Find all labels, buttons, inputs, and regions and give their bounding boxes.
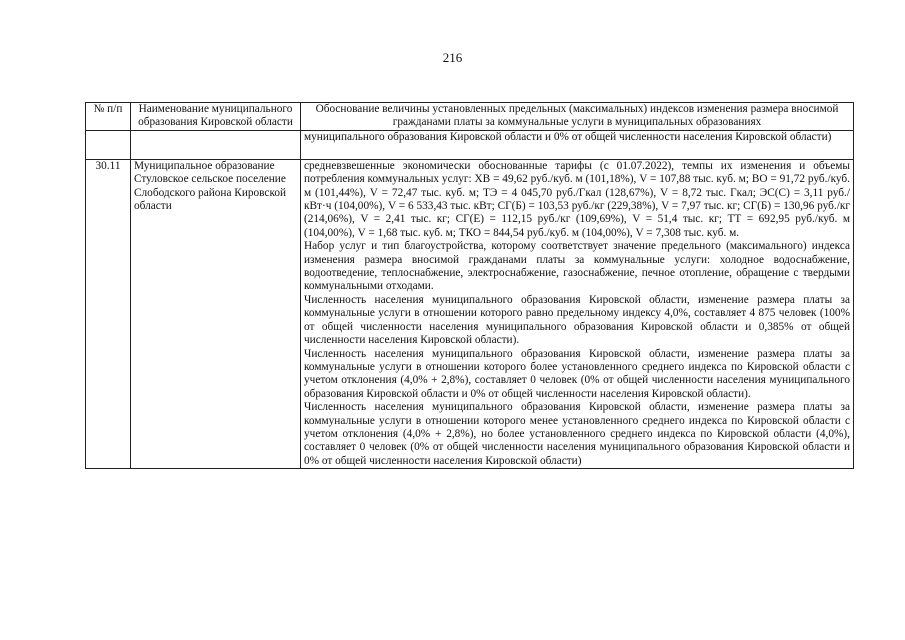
continuation-name-cell <box>131 130 301 159</box>
population-above-paragraph: Численность населения муниципального образования Кировской области, изменение размера платы за коммунальные услуги в отношении которого более установленного среднего индекса по Кировской области с учетом отклонения (4,0% + 2,8%), составляет 0 человек (0% от общей численности населения муниципального образования Кировской области и 0% от общей численности населения Кировской области). <box>304 347 850 400</box>
table-header-row <box>86 103 854 131</box>
continuation-text-cell <box>301 130 854 159</box>
row-justification-cell <box>301 159 854 468</box>
table-row <box>86 159 854 468</box>
continuation-num-cell <box>86 130 131 159</box>
continuation-text: муниципального образования Кировской области и 0% от общей численности населения Кировской области) <box>304 130 832 143</box>
continuation-row <box>86 130 854 159</box>
tariffs-paragraph: средневзвешенные экономически обоснованные тарифы (с 01.07.2022), темпы их изменения и объемы потребления коммунальных услуг: ХВ = 49,62 руб./куб. м (101,18%), V = 107,88 тыс. куб. м; ВО = 91,72 руб./куб. м (101,44%), V = 72,47 тыс. куб. м; ТЭ = 4 045,70 руб./Гкал (128,67%), V = 8,72 тыс. Гкал; ЭС(С) = 3,11 руб./кВт·ч (104,00%), V = 6 533,43 тыс. кВт; СГ(Б) = 103,53 руб./кг (229,38%), V = 7,97 тыс. кг; СГ(Б) = 130,96 руб./кг (214,06%), V = 2,41 тыс. кг; СГ(Е) = 112,15 руб./кг (109,69%), V = 51,4 тыс. кг; ТТ = 692,95 руб./куб. м (104,00%), V = 1,68 тыс. куб. м; ТКО = 844,54 руб./куб. м (104,00%), V = 7,308 тыс. куб. м. <box>304 159 850 239</box>
row-num: 30.11 <box>86 159 131 468</box>
population-equal-paragraph: Численность населения муниципального образования Кировской области, изменение размера платы за коммунальные услуги в отношении которого равно предельному индексу 4,0%, составляет 4 875 человек (100% от общей численности населения муниципального образования Кировской области и 0,385% от общей численности населения Кировской области). <box>304 293 850 347</box>
population-between-paragraph: Численность населения муниципального образования Кировской области, изменение размера платы за коммунальные услуги в отношении которого менее установленного среднего индекса по Кировской области с учетом отклонения (4,0% + 2,8%), но более установленного среднего индекса по Кировской области (4,0%), составляет 0 человек (0% от общей численности населения муниципального образования Кировской области и 0% от общей численности населения Кировской области) <box>304 401 850 467</box>
page-number: 216 <box>442 50 463 65</box>
header-justification: Обоснование величины установленных предельных (максимальных) индексов изменения размера вносимой гражданами платы за коммунальные услуги в муниципальных образованиях <box>301 103 854 131</box>
services-paragraph: Набор услуг и тип благоустройства, которому соответствует значение предельного (максимального) индекса изменения размера вносимой гражданами платы за коммунальные услуги: холодное водоснабжение, водоотведение, теплоснабжение, электроснабжение, газоснабжение, печное отопление, обращение с твердыми коммунальными отходами. <box>304 240 850 293</box>
row-municipality-name: Муниципальное образование Стуловское сельское поселение Слободского района Кировской области <box>131 159 301 468</box>
header-num: № п/п <box>86 103 131 131</box>
justification-table <box>85 102 854 469</box>
header-municipality-name: Наименование муниципального образования Кировской области <box>131 103 301 131</box>
